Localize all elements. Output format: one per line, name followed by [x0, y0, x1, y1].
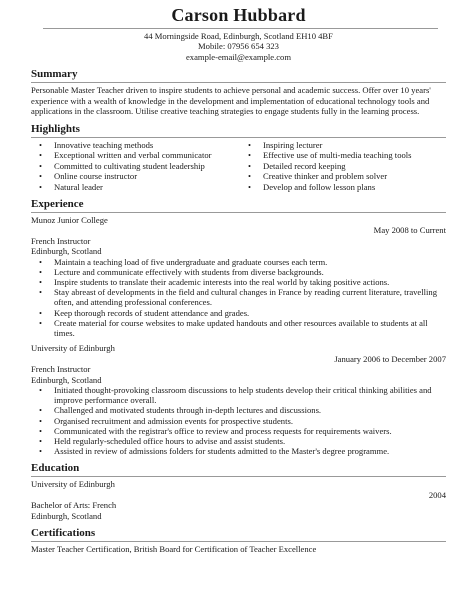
- highlight-item: • Natural leader: [31, 182, 240, 192]
- duty-item: • Stay abreast of developments in the field and cultural changes in France by reading current literature, travelling often, and attending professional conferences.: [31, 287, 446, 307]
- highlights-divider: [31, 137, 446, 138]
- duty-item: • Organised recruitment and admission events for prospective students.: [31, 416, 446, 426]
- job-duties: [31, 385, 446, 456]
- duty-item: • Challenged and motivated students through in-depth lectures and discussions.: [31, 405, 446, 415]
- highlight-item: • Develop and follow lesson plans: [240, 182, 412, 192]
- duty-item: • Maintain a teaching load of five undergraduate and graduate courses each term.: [31, 257, 446, 267]
- experience-divider: [31, 212, 446, 213]
- duty-item: • Held regularly-scheduled office hours to advise and assist students.: [31, 436, 446, 446]
- certifications-divider: [31, 541, 446, 542]
- contact-address: 44 Morningside Road, Edinburgh, Scotland EH10 4BF: [144, 31, 333, 41]
- job-dates: January 2006 to December 2007: [334, 353, 446, 364]
- duty-item: • Initiated thought-provoking classroom discussions to help students develop their critical thinking abilities and improve performance overall.: [31, 385, 446, 405]
- highlights-right-column: [240, 140, 412, 192]
- highlight-item: • Inspiring lecturer: [240, 140, 412, 150]
- certifications-heading: Certifications: [31, 526, 96, 539]
- contact-block: [31, 31, 446, 62]
- highlights-heading: Highlights: [31, 123, 80, 135]
- job-duties: [31, 257, 446, 339]
- summary-heading: Summary: [31, 68, 78, 81]
- duty-item: • Keep thorough records of student attendance and grades.: [31, 308, 446, 318]
- job-role: French Instructor: [31, 364, 91, 375]
- job-employer: Munoz Junior College: [31, 215, 108, 226]
- duty-item: • Assisted in review of admissions folders for students admitted to the Master's degree programme.: [31, 446, 446, 456]
- certifications-text: Master Teacher Certification, British Board for Certification of Teacher Excellence: [31, 543, 317, 554]
- job-employer: University of Edinburgh: [31, 343, 115, 354]
- job-dates: May 2008 to Current: [373, 225, 446, 236]
- resume-name: Carson Hubbard: [171, 5, 306, 25]
- experience-heading: Experience: [31, 198, 84, 211]
- highlight-item: • Innovative teaching methods: [31, 140, 240, 150]
- highlight-item: • Creative thinker and problem solver: [240, 171, 412, 181]
- duty-item: • Lecture and communicate effectively with students from diverse backgrounds.: [31, 267, 446, 277]
- highlights-left-column: [31, 140, 240, 192]
- education-heading: Education: [31, 462, 80, 475]
- education-degree: Bachelor of Arts: French: [31, 500, 117, 511]
- job-entry: [31, 215, 446, 338]
- highlights-list: [31, 140, 446, 192]
- duty-item: • Inspire students to translate their academic interests into the real world by taking positive actions.: [31, 277, 446, 287]
- highlight-item: • Online course instructor: [31, 171, 240, 181]
- education-divider: [31, 476, 446, 477]
- summary-divider: [31, 82, 446, 83]
- duty-item: • Communicated with the registrar's office to review and process requests for requirements waivers.: [31, 426, 446, 436]
- highlight-item: • Committed to cultivating student leadership: [31, 161, 240, 171]
- education-year: 2004: [428, 489, 446, 500]
- highlight-item: • Exceptional written and verbal communicator: [31, 150, 240, 160]
- header-divider: [43, 28, 438, 29]
- job-entry: [31, 343, 446, 456]
- job-role: French Instructor: [31, 235, 91, 246]
- job-location: Edinburgh, Scotland: [31, 246, 102, 257]
- education-school: University of Edinburgh: [31, 479, 115, 490]
- highlight-item: • Detailed record keeping: [240, 161, 412, 171]
- summary-text: Personable Master Teacher driven to inspire students to achieve personal and academic success. Offer over 10 years' experience with a wealth of knowledge in the development and implementation of educational technology tools and applications in the classroom. Utilise creative teaching strategies to engage students fully in the learning process.: [31, 85, 431, 117]
- contact-email: example-email@example.com: [185, 51, 292, 62]
- education-location: Edinburgh, Scotland: [31, 510, 102, 521]
- job-location: Edinburgh, Scotland: [31, 374, 102, 385]
- duty-item: • Create material for course websites to make updated handouts and other resources available to students at all times.: [31, 318, 446, 338]
- highlight-item: • Effective use of multi-media teaching tools: [240, 150, 412, 160]
- contact-mobile: Mobile: 07956 654 323: [198, 41, 279, 52]
